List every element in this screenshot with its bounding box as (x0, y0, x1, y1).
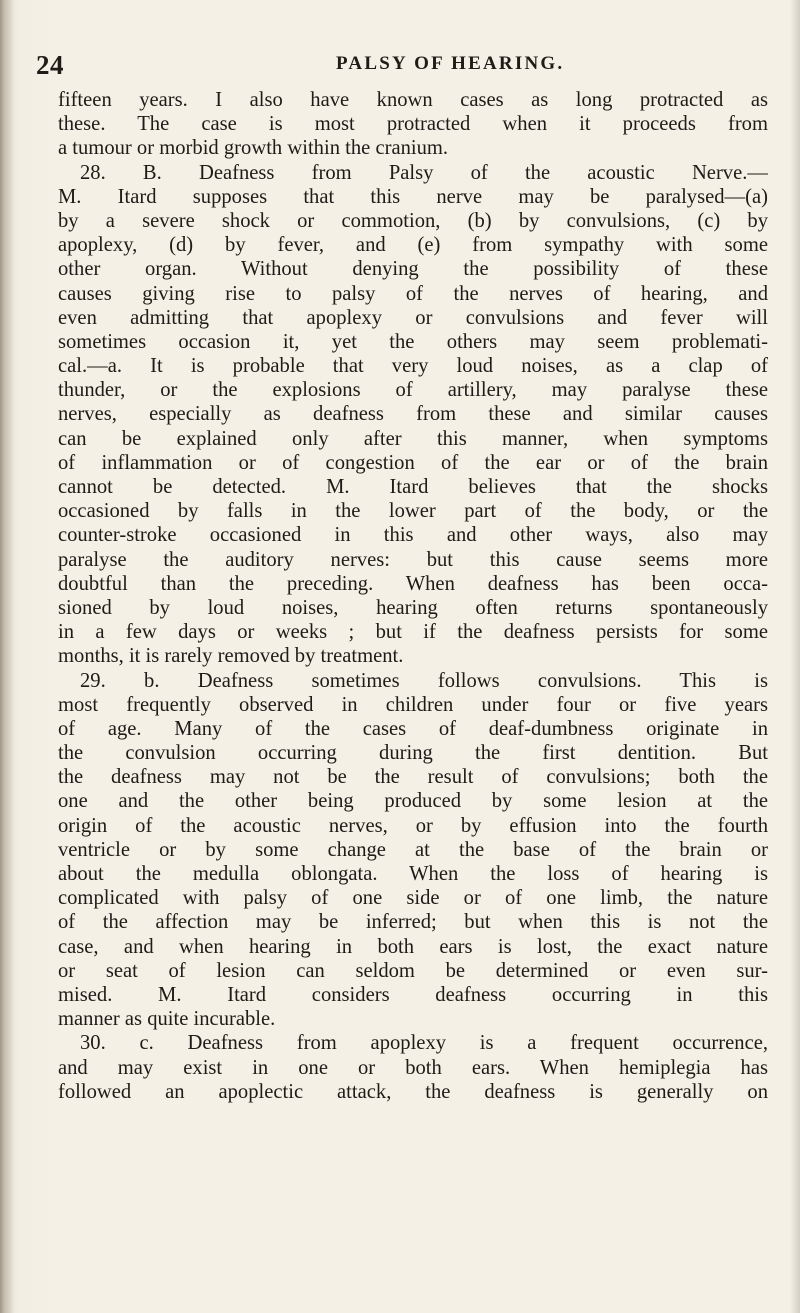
text-line: sometimes occasion it, yet the others may seem problemati- (58, 330, 768, 353)
body-text (58, 88, 768, 1104)
text-line: even admitting that apoplexy or convulsions and fever will (58, 306, 768, 329)
text-line: apoplexy, (d) by fever, and (e) from sympathy with some (58, 234, 768, 257)
binding-edge (0, 0, 14, 1313)
text-line: one and the other being produced by some lesion at the (58, 790, 768, 813)
text-line: or seat of lesion can seldom be determined or even sur- (58, 959, 768, 982)
text-line: doubtful than the preceding. When deafness has been occa- (58, 572, 768, 595)
text-line: thunder, or the explosions of artillery, may paralyse these (58, 379, 768, 402)
text-line: ventricle or by some change at the base of the brain or (58, 838, 768, 861)
page-edge-shadow (790, 0, 800, 1313)
text-line: mised. M. Itard considers deafness occurring in this (58, 983, 768, 1006)
text-line: about the medulla oblongata. When the loss of hearing is (58, 863, 768, 885)
text-line: nerves, especially as deafness from these and similar causes (58, 403, 768, 426)
text-line: and may exist in one or both ears. When hemiplegia has (58, 1056, 768, 1079)
text-line: complicated with palsy of one side or of one limb, the nature (58, 887, 768, 910)
text-line: months, it is rarely removed by treatment. (58, 645, 404, 668)
text-line: 30. c. Deafness from apoplexy is a frequent occurrence, (80, 1032, 768, 1055)
text-line: other organ. Without denying the possibility of these (58, 258, 768, 281)
text-line: of inflammation or of congestion of the ear or of the brain (58, 451, 768, 474)
text-line: by a severe shock or commotion, (b) by convulsions, (c) by (58, 209, 768, 232)
text-line: case, and when hearing in both ears is lost, the exact nature (58, 935, 768, 958)
text-line: the deafness may not be the result of convulsions; both the (58, 766, 768, 789)
text-line: of the affection may be inferred; but when this is not the (58, 911, 768, 934)
running-title: PALSY OF HEARING. (336, 53, 565, 74)
text-line: followed an apoplectic attack, the deafness is generally on (58, 1080, 768, 1103)
page-header (36, 50, 776, 84)
text-line: the convulsion occurring during the first dentition. But (58, 742, 768, 765)
text-line: most frequently observed in children under four or five years (58, 693, 768, 716)
text-line: paralyse the auditory nerves: but this cause seems more (58, 548, 768, 571)
page-number: 24 (36, 50, 64, 80)
text-line: can be explained only after this manner, when symptoms (58, 427, 768, 450)
text-line: 29. b. Deafness sometimes follows convulsions. This is (80, 669, 768, 692)
text-line: of age. Many of the cases of deaf-dumbness originate in (58, 717, 768, 740)
text-line: a tumour or morbid growth within the cranium. (58, 137, 449, 160)
text-line: counter-stroke occasioned in this and other ways, also may (58, 524, 768, 547)
text-line: manner as quite incurable. (58, 1008, 276, 1031)
text-line: origin of the acoustic nerves, or by effusion into the fourth (58, 814, 768, 837)
text-line: causes giving rise to palsy of the nerves of hearing, and (58, 282, 768, 305)
text-line: occasioned by falls in the lower part of the body, or the (58, 500, 768, 523)
text-line: M. Itard supposes that this nerve may be paralysed—(a) (58, 185, 768, 208)
text-line: 28. B. Deafness from Palsy of the acoustic Nerve.— (80, 161, 768, 184)
text-line: cannot be detected. M. Itard believes that the shocks (58, 476, 768, 498)
text-line: these. The case is most protracted when it proceeds from (58, 113, 768, 136)
text-line: fifteen years. I also have known cases as long protracted as (58, 89, 768, 111)
text-line: in a few days or weeks ; but if the deafness persists for some (58, 621, 768, 644)
text-line: sioned by loud noises, hearing often returns spontaneously (58, 596, 768, 619)
text-line: cal.—a. It is probable that very loud noises, as a clap of (58, 355, 768, 378)
